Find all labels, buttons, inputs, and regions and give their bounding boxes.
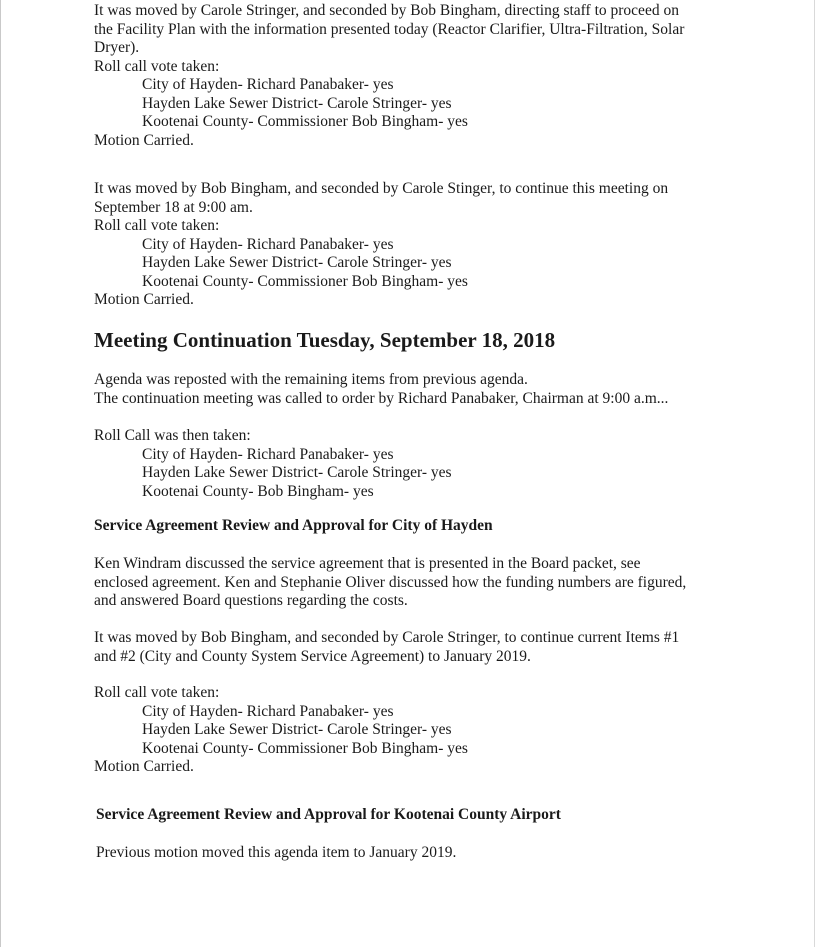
hayden-agreement-rollcall	[94, 684, 724, 777]
vote-line: City of Hayden- Richard Panabaker- yes	[142, 235, 394, 253]
rollcall-label: Roll call vote taken:	[94, 57, 220, 75]
intro-line: The continuation meeting was called to order by Richard Panabaker, Chairman at 9:00 a.m...	[94, 389, 669, 407]
motion-text-line: It was moved by Carole Stringer, and seconded by Bob Bingham, directing staff to proceed on	[94, 2, 679, 19]
motion-continue-meeting	[94, 180, 724, 310]
motion-facility-plan	[94, 2, 724, 150]
intro-line: Agenda was reposted with the remaining items from previous agenda.	[94, 371, 528, 388]
vote-line: Hayden Lake Sewer District- Carole Stringer- yes	[142, 94, 452, 112]
continuation-rollcall	[94, 427, 724, 501]
motion-text-line: It was moved by Bob Bingham, and seconded by Carole Stinger, to continue this meeting on	[94, 180, 669, 197]
rollcall-label: Roll call vote taken:	[94, 217, 220, 234]
discussion-line: and answered Board questions regarding the costs.	[94, 592, 408, 609]
attendee-line: Hayden Lake Sewer District- Carole Stringer- yes	[142, 464, 452, 481]
rollcall-label: Roll Call was then taken:	[94, 427, 251, 444]
motion-text-line: the Facility Plan with the information presented today (Reactor Clarifier, Ultra-Filtration, Solar	[94, 20, 685, 38]
airport-agreement-heading: Service Agreement Review and Approval for Kootenai County Airport	[96, 806, 561, 823]
vote-line: Hayden Lake Sewer District- Carole Stringer- yes	[142, 254, 452, 271]
hayden-agreement-motion	[94, 629, 724, 666]
attendee-line: Kootenai County- Bob Bingham- yes	[142, 482, 374, 500]
rollcall-label: Roll call vote taken:	[94, 684, 220, 701]
motion-text-line: Dryer).	[94, 39, 140, 56]
motion-text-line: and #2 (City and County System Service Agreement) to January 2019.	[94, 647, 531, 665]
vote-line: City of Hayden- Richard Panabaker- yes	[142, 76, 394, 93]
continuation-intro	[94, 371, 724, 408]
motion-result: Motion Carried.	[94, 758, 194, 775]
vote-line: Kootenai County- Commissioner Bob Bingham- yes	[142, 272, 468, 290]
hayden-agreement-discussion	[94, 555, 724, 611]
vote-line: Kootenai County- Commissioner Bob Bingham- yes	[142, 113, 468, 130]
attendee-line: City of Hayden- Richard Panabaker- yes	[142, 445, 394, 463]
vote-line: Kootenai County- Commissioner Bob Bingham- yes	[142, 739, 468, 757]
vote-line: Hayden Lake Sewer District- Carole Stringer- yes	[142, 721, 452, 738]
motion-text-line: It was moved by Bob Bingham, and seconded by Carole Stringer, to continue current Items #1	[94, 629, 680, 646]
motion-text-line: September 18 at 9:00 am.	[94, 198, 253, 216]
discussion-line: Ken Windram discussed the service agreement that is presented in the Board packet, see	[94, 555, 641, 572]
airport-note: Previous motion moved this agenda item to January 2019.	[96, 844, 457, 861]
hayden-agreement-heading: Service Agreement Review and Approval for City of Hayden	[94, 517, 493, 534]
motion-result: Motion Carried.	[94, 131, 194, 149]
airport-agreement-text	[96, 844, 726, 863]
motion-result: Motion Carried.	[94, 291, 194, 308]
continuation-heading: Meeting Continuation Tuesday, September 18, 2018	[94, 328, 556, 352]
vote-line: City of Hayden- Richard Panabaker- yes	[142, 702, 394, 720]
discussion-line: enclosed agreement. Ken and Stephanie Oliver discussed how the funding numbers are figured,	[94, 573, 687, 591]
